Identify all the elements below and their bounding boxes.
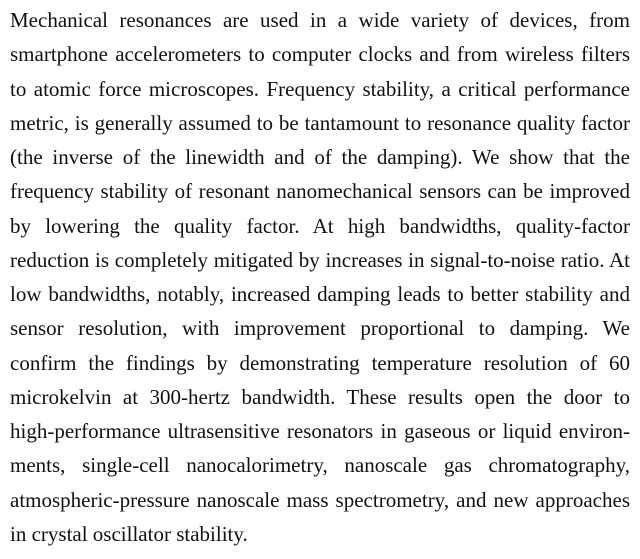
abstract-line: high-performance ultrasensitive resonators in gaseous or liquid environ- bbox=[10, 419, 630, 443]
abstract-line: smartphone accelerometers to computer clocks and from wireless filters bbox=[10, 42, 630, 67]
abstract-line: (the inverse of the linewidth and of the damping). We show that the bbox=[10, 145, 630, 169]
abstract-line: atmospheric-pressure nanoscale mass spectrometry, and new approaches bbox=[10, 487, 630, 512]
abstract-line: sensor resolution, with improvement proportional to damping. We bbox=[10, 316, 630, 341]
abstract-line: confirm the findings by demonstrating temperature resolution of 60 bbox=[10, 350, 630, 375]
abstract-line: Mechanical resonances are used in a wide variety of devices, from bbox=[10, 8, 630, 32]
abstract-line: reduction is completely mitigated by increases in signal-to-noise ratio. At bbox=[10, 247, 630, 272]
abstract-line: metric, is generally assumed to be tantamount to resonance quality factor bbox=[10, 110, 630, 135]
abstract-line: by lowering the quality factor. At high bandwidths, quality-factor bbox=[10, 213, 630, 238]
abstract-line: ments, single-cell nanocalorimetry, nanoscale gas chromatography, bbox=[10, 453, 630, 478]
abstract-line: frequency stability of resonant nanomechanical sensors can be improved bbox=[10, 179, 630, 204]
abstract-paragraph bbox=[10, 3, 630, 551]
abstract-line: to atomic force microscopes. Frequency stability, a critical performance bbox=[10, 76, 630, 101]
abstract-line: low bandwidths, notably, increased damping leads to better stability and bbox=[10, 282, 630, 306]
abstract-line-last: in crystal oscillator stability. bbox=[10, 521, 248, 546]
abstract-line: microkelvin at 300-hertz bandwidth. These results open the door to bbox=[10, 384, 630, 409]
